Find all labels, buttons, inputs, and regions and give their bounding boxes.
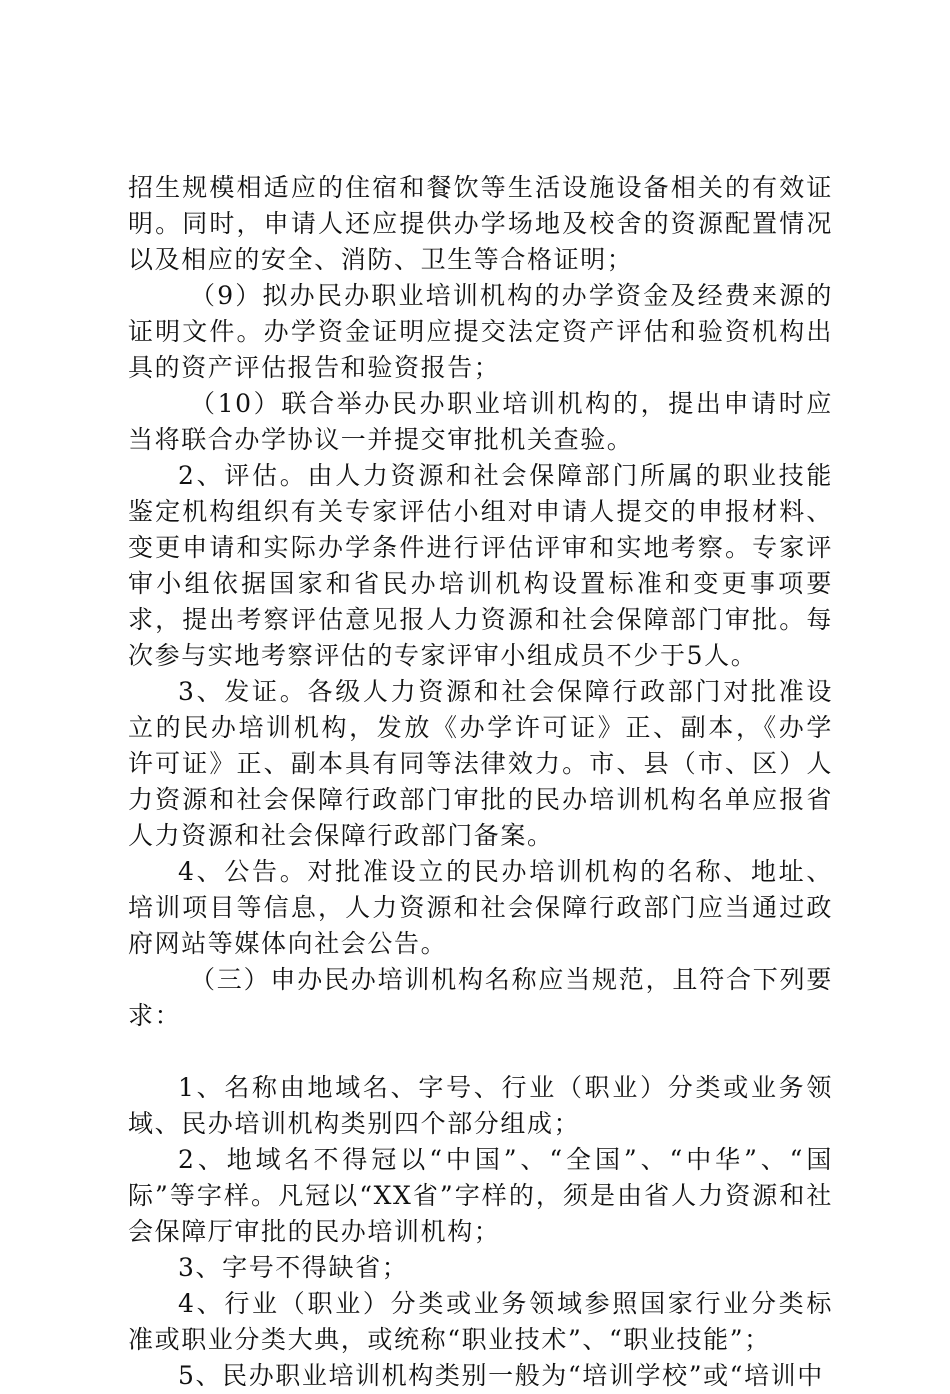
paragraph-item-10: （10）联合举办民办职业培训机构的，提出申请时应当将联合办学协议一并提交审批机关查验。 (128, 389, 833, 454)
paragraph-evaluation: 2、评估。由人力资源和社会保障部门所属的职业技能鉴定机构组织有关专家评估小组对申请人提交的申报材料、变更申请和实际办学条件进行评估评审和实地考察。专家评审小组依据国家和省民办培训机构设置标准和变更事项要求，提出考察评估意见报人力资源和社会保障部门审批。每次参与实地考察评估的专家评审小组成员不少于5人。 (128, 461, 833, 670)
section-heading-naming-rules: （三）申办民办培训机构名称应当规范，且符合下列要求： (128, 965, 833, 1030)
blank-line (128, 1034, 833, 1070)
paragraph-announcement: 4、公告。对批准设立的民办培训机构的名称、地址、培训项目等信息，人力资源和社会保障行政部门应当通过政府网站等媒体向社会公告。 (128, 857, 833, 958)
paragraph-name-rule-1: 1、名称由地域名、字号、行业（职业）分类或业务领域、民办培训机构类别四个部分组成； (128, 1073, 833, 1138)
paragraph-name-rule-4: 4、行业（职业）分类或业务领域参照国家行业分类标准或职业分类大典，或统称“职业技术”、“职业技能”； (128, 1289, 833, 1354)
paragraph-name-rule-5: 5、民办职业培训机构类别一般为“培训学校”或“培训中 (178, 1361, 824, 1390)
paragraph-continuation: 招生规模相适应的住宿和餐饮等生活设施设备相关的有效证明。同时，申请人还应提供办学场地及校舍的资源配置情况以及相应的安全、消防、卫生等合格证明； (128, 173, 833, 274)
document-body (128, 170, 833, 1394)
paragraph-name-rule-2: 2、地域名不得冠以“中国”、“全国”、“中华”、“国际”等字样。凡冠以“XX省”字样的，须是由省人力资源和社会保障厅审批的民办培训机构； (128, 1145, 833, 1246)
paragraph-name-rule-3: 3、字号不得缺省； (178, 1253, 409, 1282)
paragraph-certification: 3、发证。各级人力资源和社会保障行政部门对批准设立的民办培训机构，发放《办学许可证》正、副本，《办学许可证》正、副本具有同等法律效力。市、县（市、区）人力资源和社会保障行政部门审批的民办培训机构名单应报省人力资源和社会保障行政部门备案。 (128, 677, 833, 850)
paragraph-item-9: （9）拟办民办职业培训机构的办学资金及经费来源的证明文件。办学资金证明应提交法定资产评估和验资机构出具的资产评估报告和验资报告； (128, 281, 833, 382)
